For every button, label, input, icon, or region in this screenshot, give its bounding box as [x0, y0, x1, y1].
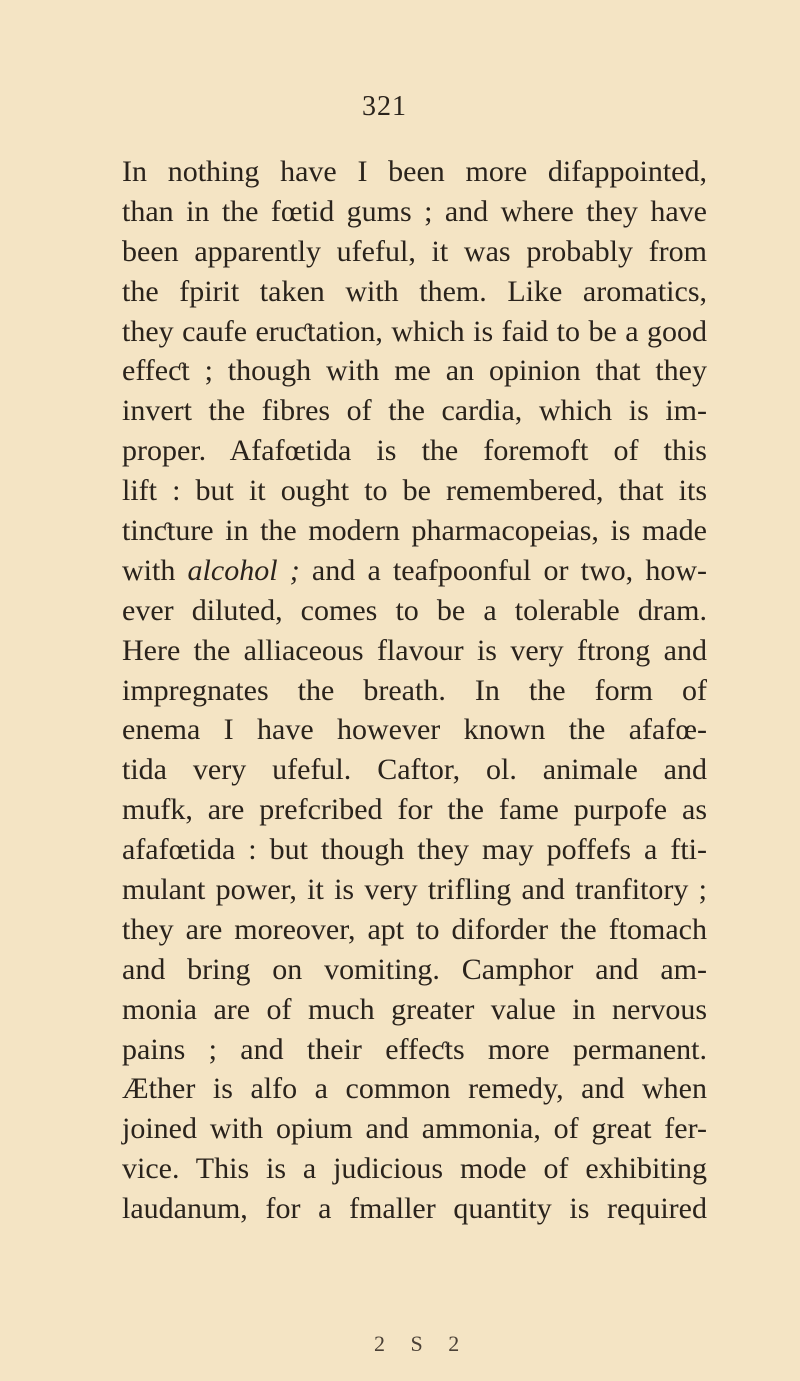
text-line: In nothing have I been more difappointed,: [122, 155, 707, 188]
text-line: they are moreover, apt to diforder the ftomach: [122, 912, 707, 946]
text-line: laudanum, for a fmaller quantity is required: [122, 1192, 707, 1226]
text-line: afafœtida : but though they may poffefs a fti-: [122, 833, 707, 867]
text-line: lift : but it ought to be remembered, that its: [122, 474, 707, 508]
text-line: tinƈture in the modern pharmacopeias, is made: [122, 514, 707, 548]
text-line: monia are of much greater value in nervous: [122, 992, 707, 1026]
page-number: 321: [362, 91, 407, 122]
text-line: effeƈt ; though with me an opinion that they: [122, 354, 707, 388]
text-line: Here the alliaceous flavour is very ftrong and: [122, 633, 707, 667]
text-line: mulant power, it is very trifling and tranfitory ;: [122, 873, 707, 907]
text-line: mufk, are prefcribed for the fame purpofe as: [122, 793, 707, 827]
text-line: pains ; and their effeƈts more permanent.: [122, 1032, 707, 1066]
text-line: enema I have however known the afafœ-: [122, 713, 707, 747]
text-line: Æther is alfo a common remedy, and when: [122, 1072, 707, 1106]
text-line: than in the fœtid gums ; and where they have: [122, 194, 707, 228]
text-line: ever diluted, comes to be a tolerable dram.: [122, 593, 707, 627]
text-line: [122, 551, 707, 591]
italic-word: alcohol ;: [187, 553, 300, 587]
text-line: joined with opium and ammonia, of great fer-: [122, 1112, 707, 1146]
text-line: they caufe eruƈtation, which is faid to be a good: [122, 314, 707, 348]
text-segment: with: [122, 553, 188, 587]
text-line: vice. This is a judicious mode of exhibiting: [122, 1152, 707, 1186]
text-line: invert the fibres of the cardia, which is im-: [122, 394, 707, 428]
signature-mark: 2 S 2: [374, 1331, 470, 1356]
text-line: been apparently ufeful, it was probably from: [122, 234, 707, 268]
text-line: and bring on vomiting. Camphor and am-: [122, 952, 707, 986]
text-line: the fpirit taken with them. Like aromatics,: [122, 274, 707, 308]
text-line: impregnates the breath. In the form of: [122, 673, 707, 707]
body-text: [122, 152, 707, 1229]
text-segment: and a teafpoonful or two, how-: [299, 553, 707, 587]
text-line: tida very ufeful. Caftor, ol. animale and: [122, 753, 707, 787]
text-line: proper. Afafœtida is the foremoft of this: [122, 434, 707, 468]
